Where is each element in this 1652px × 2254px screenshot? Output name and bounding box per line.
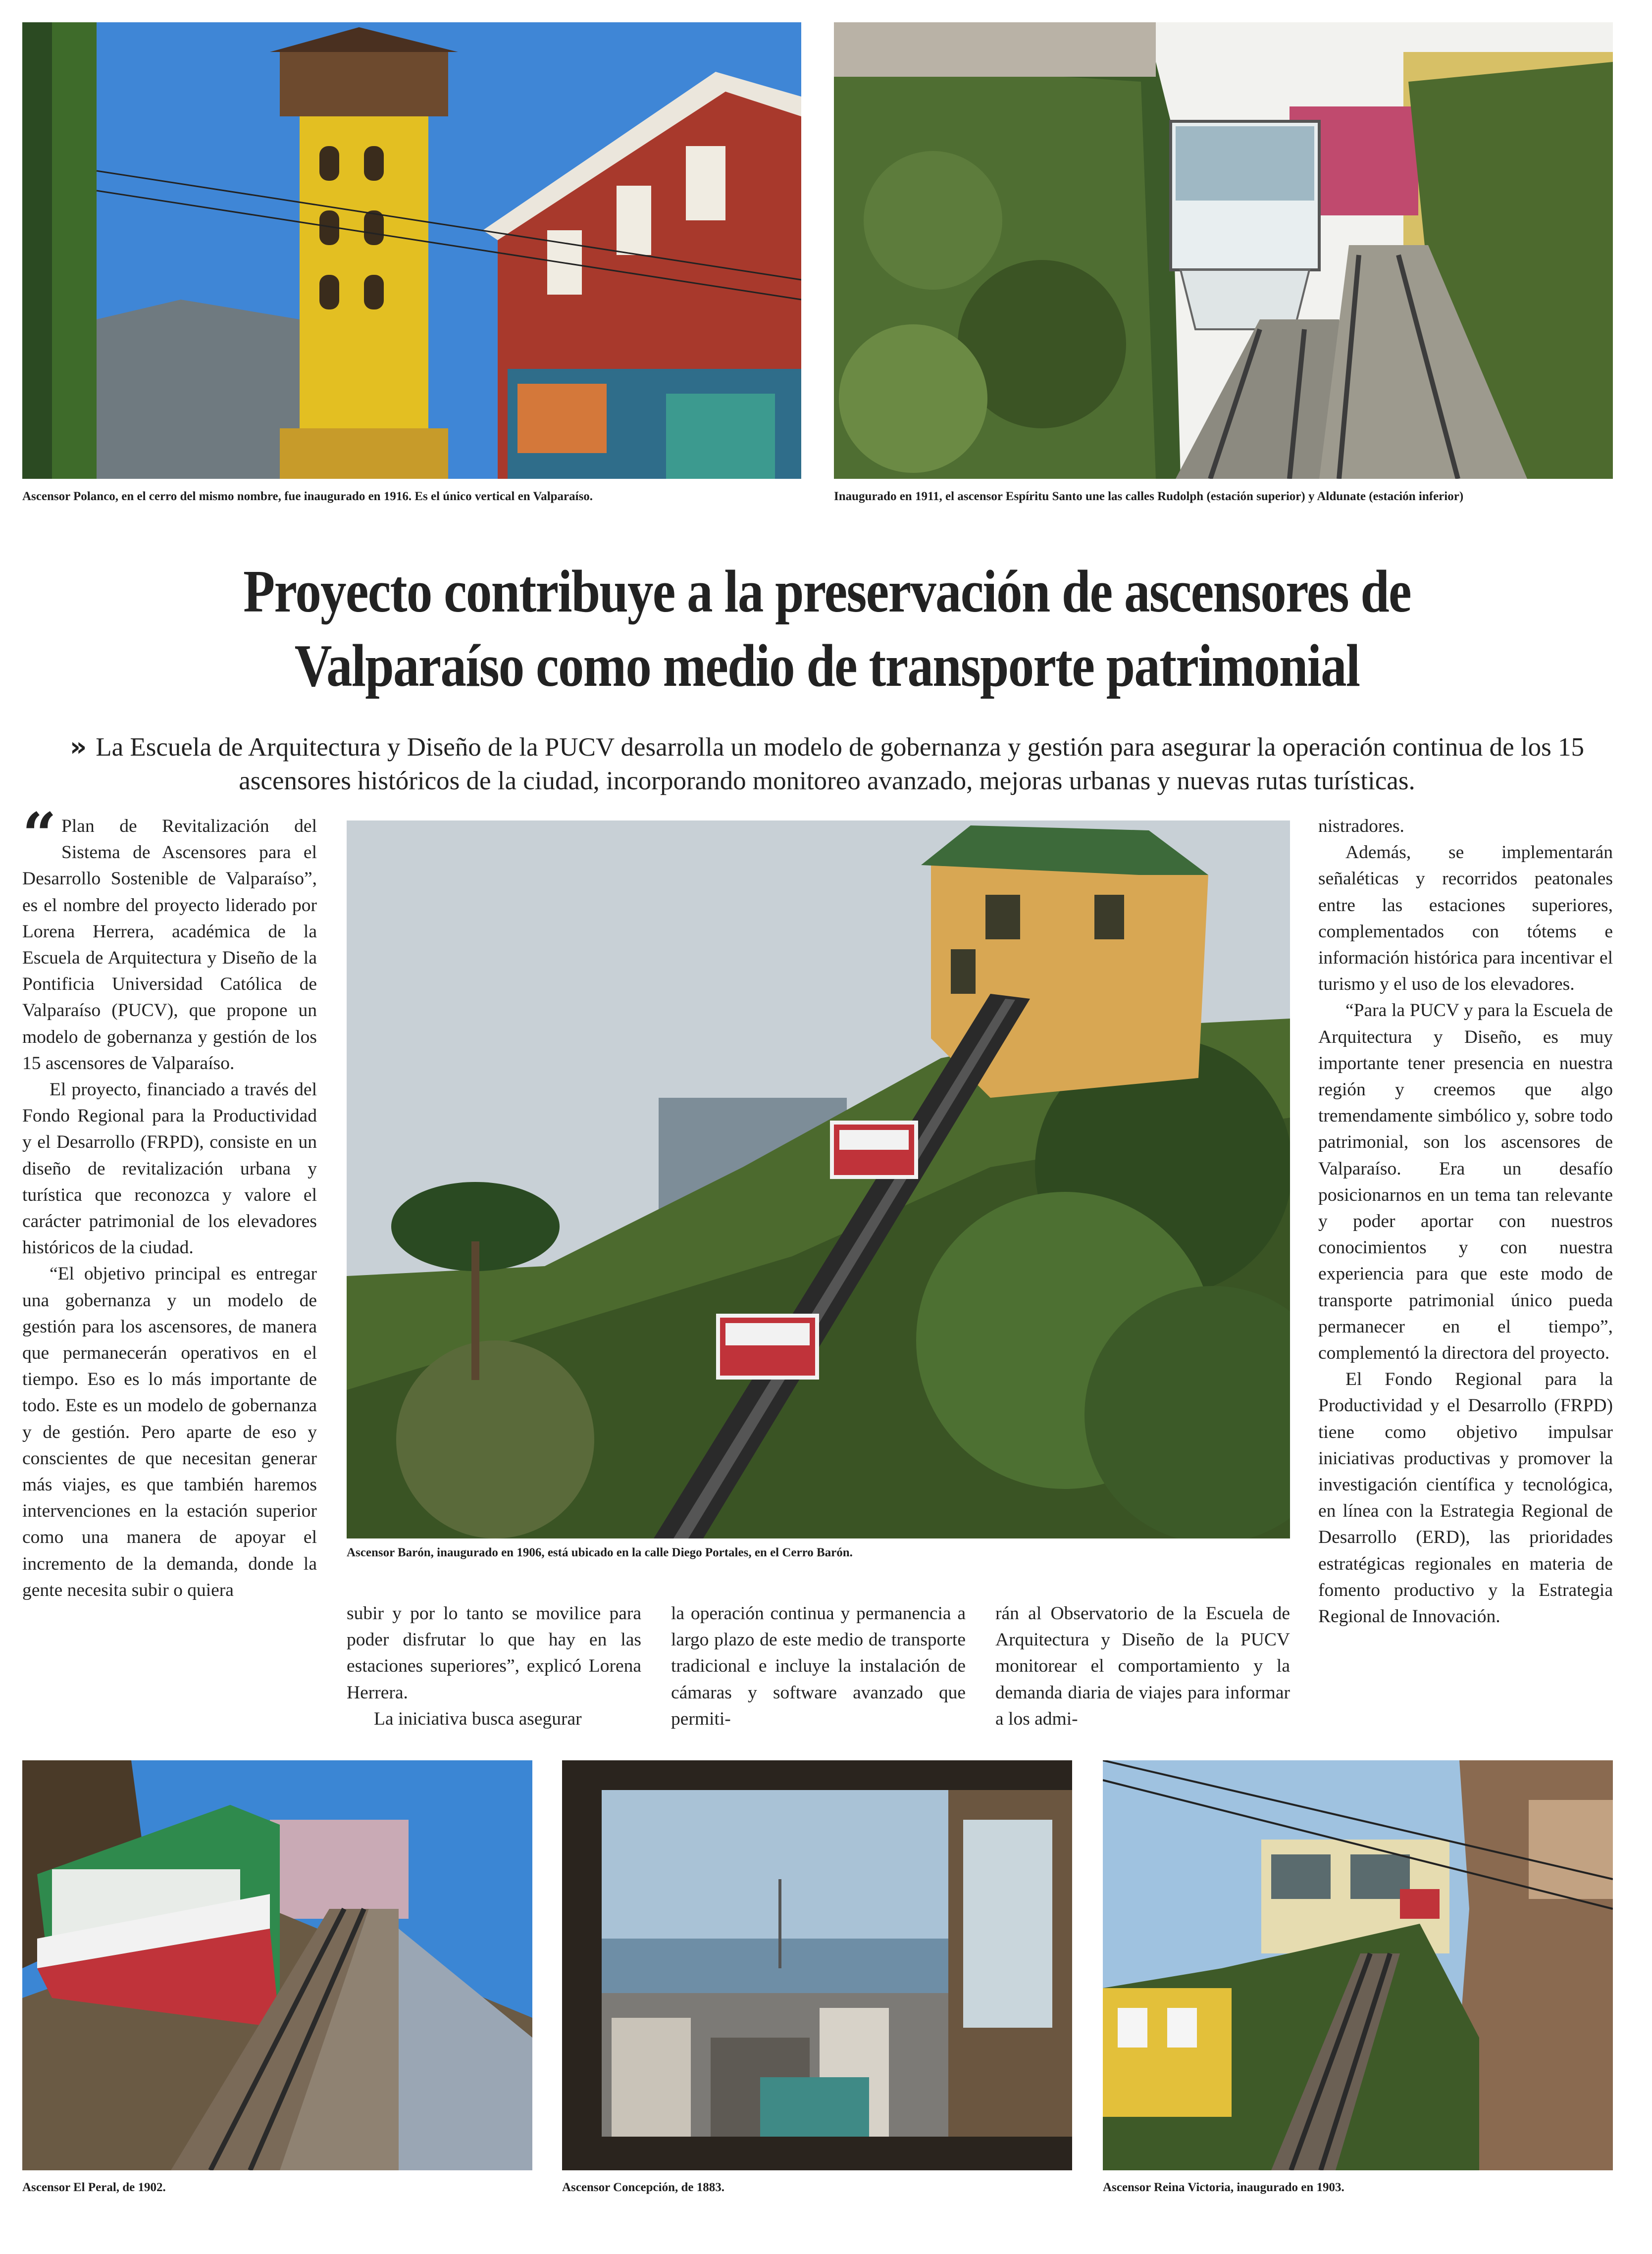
- photo-ascensor-concepcion: [562, 1760, 1072, 2170]
- headline: Proyecto contribuye a la preservación de ascensores de Valparaíso como medio de transporte patrimonial: [243, 558, 1411, 699]
- caption-baron: Ascensor Barón, inaugurado en 1906, está ubicado en la calle Diego Portales, en el Cerro Barón.: [347, 1546, 853, 1559]
- quote-mark: “: [22, 800, 57, 870]
- lead-marker: »: [69, 732, 87, 762]
- article-column-4: [995, 1600, 1290, 1732]
- article-paragraph: rán al Observatorio de la Escuela de Arquitectura y Diseño de la PUCV monitorear el comportamiento y la demanda diaria de viajes para informar a los admi-: [995, 1603, 1290, 1729]
- article-column-5: [1318, 813, 1613, 1630]
- article-paragraph: El proyecto, financiado a través del Fondo Regional para la Productividad y el Desarrollo (FRPD), consiste en un diseño de revitalización urbana y turística que reconozca y valore el carácter patrimonial de los elevadores históricos de la ciudad.: [22, 1079, 317, 1258]
- article-paragraph: la operación continua y permanencia a largo plazo de este medio de transporte tradicional e incluye la instalación de cámaras y software avanzado que permiti-: [671, 1603, 966, 1729]
- caption-polanco: Ascensor Polanco, en el cerro del mismo nombre, fue inaugurado en 1916. Es el único vertical en Valparaíso.: [22, 490, 593, 503]
- caption-reina-victoria: Ascensor Reina Victoria, inaugurado en 1903.: [1103, 2181, 1344, 2194]
- photo-ascensor-el-peral: [22, 1760, 532, 2170]
- photo-ascensor-polanco: [22, 22, 801, 479]
- article-column-3: [671, 1600, 966, 1732]
- article-paragraph: “El objetivo principal es entregar una gobernanza y un modelo de gestión para los ascensores, de manera que permanecerán operativos en el tiempo. Eso es lo más importante de todo. Este es un modelo de gobernanza y de gestión. Pero aparte de eso y conscientes de que necesitan generar más viajes, es que también haremos intervenciones en la estación superior como una manera de apoyar el incremento de la demanda, donde la gente necesita subir o quiera: [22, 1264, 317, 1600]
- article-paragraph: Plan de Revitalización del Sistema de Ascensores para el Desarrollo Sostenible de Valparaíso”, es el nombre del proyecto liderado por Lorena Herrera, académica de la Escuela de Arquitectura y Diseño de la Pontificia Universidad Católica de Valparaíso (PUCV), que propone un modelo de gobernanza y gestión de los 15 ascensores de Valparaíso.: [22, 816, 317, 1074]
- caption-espiritu-santo: Inaugurado en 1911, el ascensor Espíritu Santo une las calles Rudolph (estación superior) y Aldunate (estación inferior): [834, 490, 1464, 503]
- photo-ascensor-reina-victoria: [1103, 1760, 1613, 2170]
- article-paragraph: Además, se implementarán señaléticas y recorridos peatonales entre las estaciones superiores, complementados con tótems e información histórica para incentivar el turismo y el uso de los elevadores.: [1318, 842, 1613, 995]
- lead-paragraph: [45, 730, 1609, 798]
- article-paragraph: subir y por lo tanto se movilice para poder disfrutar lo que hay en las estaciones superiores”, explicó Lorena Herrera.: [347, 1603, 641, 1703]
- article-paragraph: El Fondo Regional para la Productividad y el Desarrollo (FRPD) tiene como objetivo impulsar iniciativas productivas y promover la investigación científica y tecnológica, en línea con la Estrategia Regional de Desarrollo (ERD), las prioridades estratégicas regionales en materia de fomento productivo y la Estrategia Regional de Innovación.: [1318, 1369, 1613, 1627]
- caption-concepcion: Ascensor Concepción, de 1883.: [562, 2181, 725, 2194]
- article-paragraph: “Para la PUCV y para la Escuela de Arquitectura y Diseño, es muy importante tener presencia en nuestra región y creemos que algo tremendamente simbólico y, sobre todo patrimonial, son los ascensores de Valparaíso. Era un desafío posicionarnos en un tema tan relevante y poder aportar con nuestros conocimientos y con nuestra experiencia para que este modo de transporte patrimonial único pueda permanecer en el tiempo”, complementó la directora del proyecto.: [1318, 1000, 1613, 1364]
- photo-ascensor-espiritu-santo: [834, 22, 1613, 479]
- article-paragraph: La iniciativa busca asegurar: [374, 1708, 582, 1729]
- caption-el-peral: Ascensor El Peral, de 1902.: [22, 2181, 166, 2194]
- article-paragraph: nistradores.: [1318, 816, 1404, 836]
- article-column-1: [22, 800, 317, 1603]
- lead-text: La Escuela de Arquitectura y Diseño de la PUCV desarrolla un modelo de gobernanza y gestión para asegurar la operación continua de los 15 ascensores históricos de la ciudad, incorporando monitoreo avanzado, mejoras urbanas y nuevas rutas turísticas.: [96, 733, 1584, 795]
- article-column-2: [347, 1600, 641, 1732]
- photo-ascensor-baron: [347, 820, 1290, 1538]
